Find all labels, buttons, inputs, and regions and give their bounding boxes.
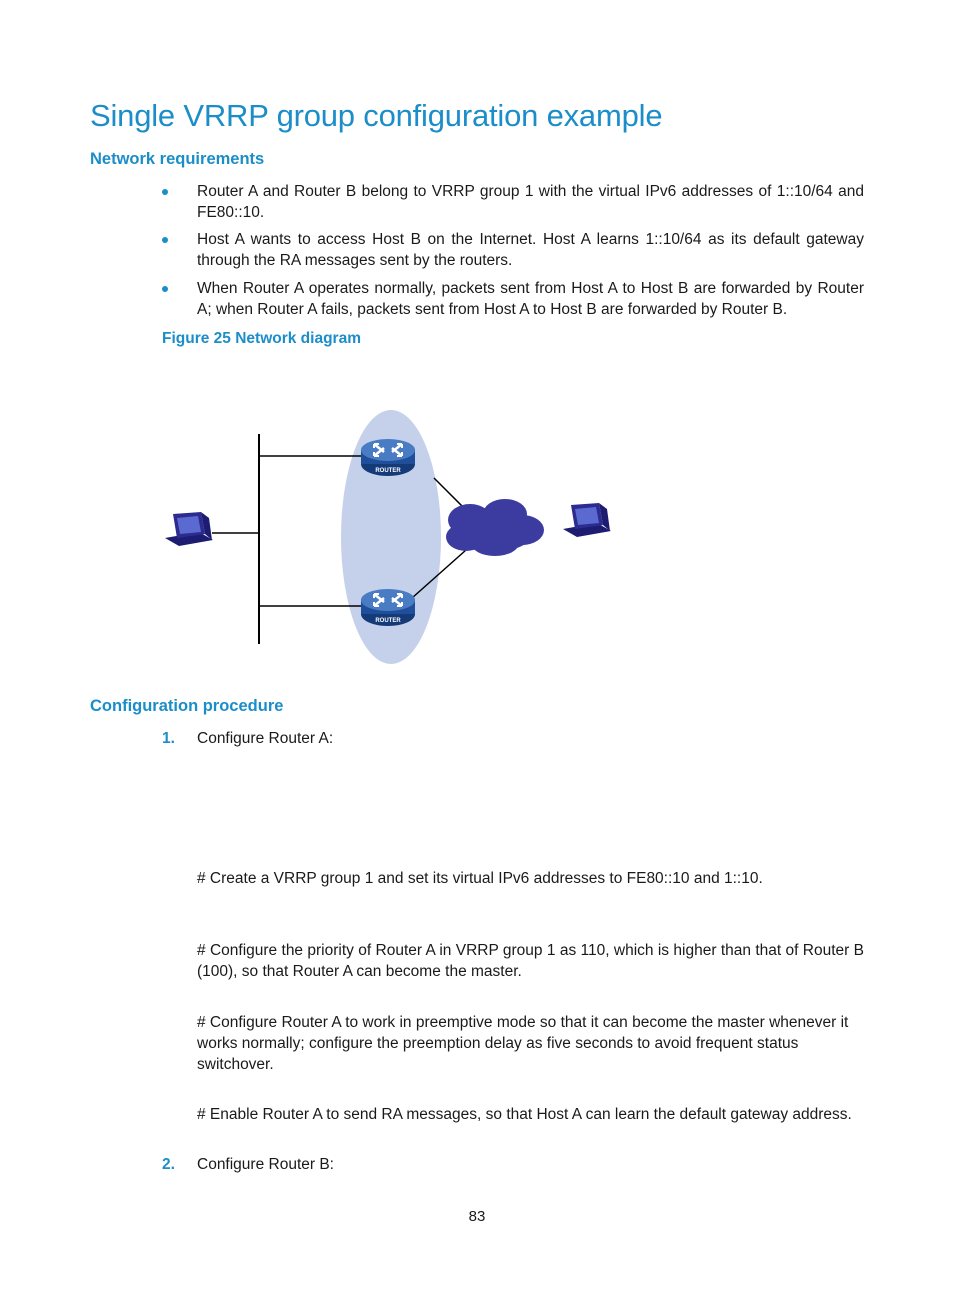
- internet-cloud-icon: [446, 499, 544, 556]
- config-note: # Create a VRRP group 1 and set its virtual IPv6 addresses to FE80::10 and 1::10.: [197, 870, 763, 887]
- requirement-item: Host A wants to access Host B on the Internet. Host A learns 1::10/64 as its default gateway through the RA messages sent by the routers.: [197, 231, 864, 269]
- step-number: 2.: [162, 1156, 175, 1173]
- router-a-icon: [361, 439, 415, 476]
- config-note: # Configure Router A to work in preemptive mode so that it can become the master whenever it works normally; configure the preemption delay as five seconds to avoid frequent status switchover.: [197, 1014, 849, 1073]
- step-number: 1.: [162, 730, 175, 747]
- step-text: Configure Router B:: [197, 1156, 334, 1173]
- host-a-icon: [165, 512, 213, 546]
- router-b-icon: [361, 589, 415, 626]
- requirement-item: When Router A operates normally, packets sent from Host A to Host B are forwarded by Router A; when Router A fails, packets sent from Host A to Host B are forwarded by Router B.: [197, 280, 864, 318]
- host-b-icon: [563, 503, 611, 537]
- figure-caption: Figure 25 Network diagram: [162, 330, 361, 347]
- page-title: Single VRRP group configuration example: [90, 98, 663, 133]
- requirement-item: Router A and Router B belong to VRRP group 1 with the virtual IPv6 addresses of 1::10/64 and FE80::10.: [197, 183, 864, 221]
- config-note: # Enable Router A to send RA messages, so that Host A can learn the default gateway address.: [197, 1106, 852, 1123]
- config-note: # Configure the priority of Router A in VRRP group 1 as 110, which is higher than that of Router B (100), so that Router A can become the master.: [197, 942, 864, 980]
- configuration-procedure-heading: Configuration procedure: [90, 697, 284, 715]
- router-b-label: ROUTER: [375, 618, 401, 624]
- network-requirements-heading: Network requirements: [90, 150, 265, 168]
- router-a-label: ROUTER: [375, 468, 401, 474]
- page-number: 83: [468, 1208, 486, 1225]
- step-text: Configure Router A:: [197, 730, 334, 747]
